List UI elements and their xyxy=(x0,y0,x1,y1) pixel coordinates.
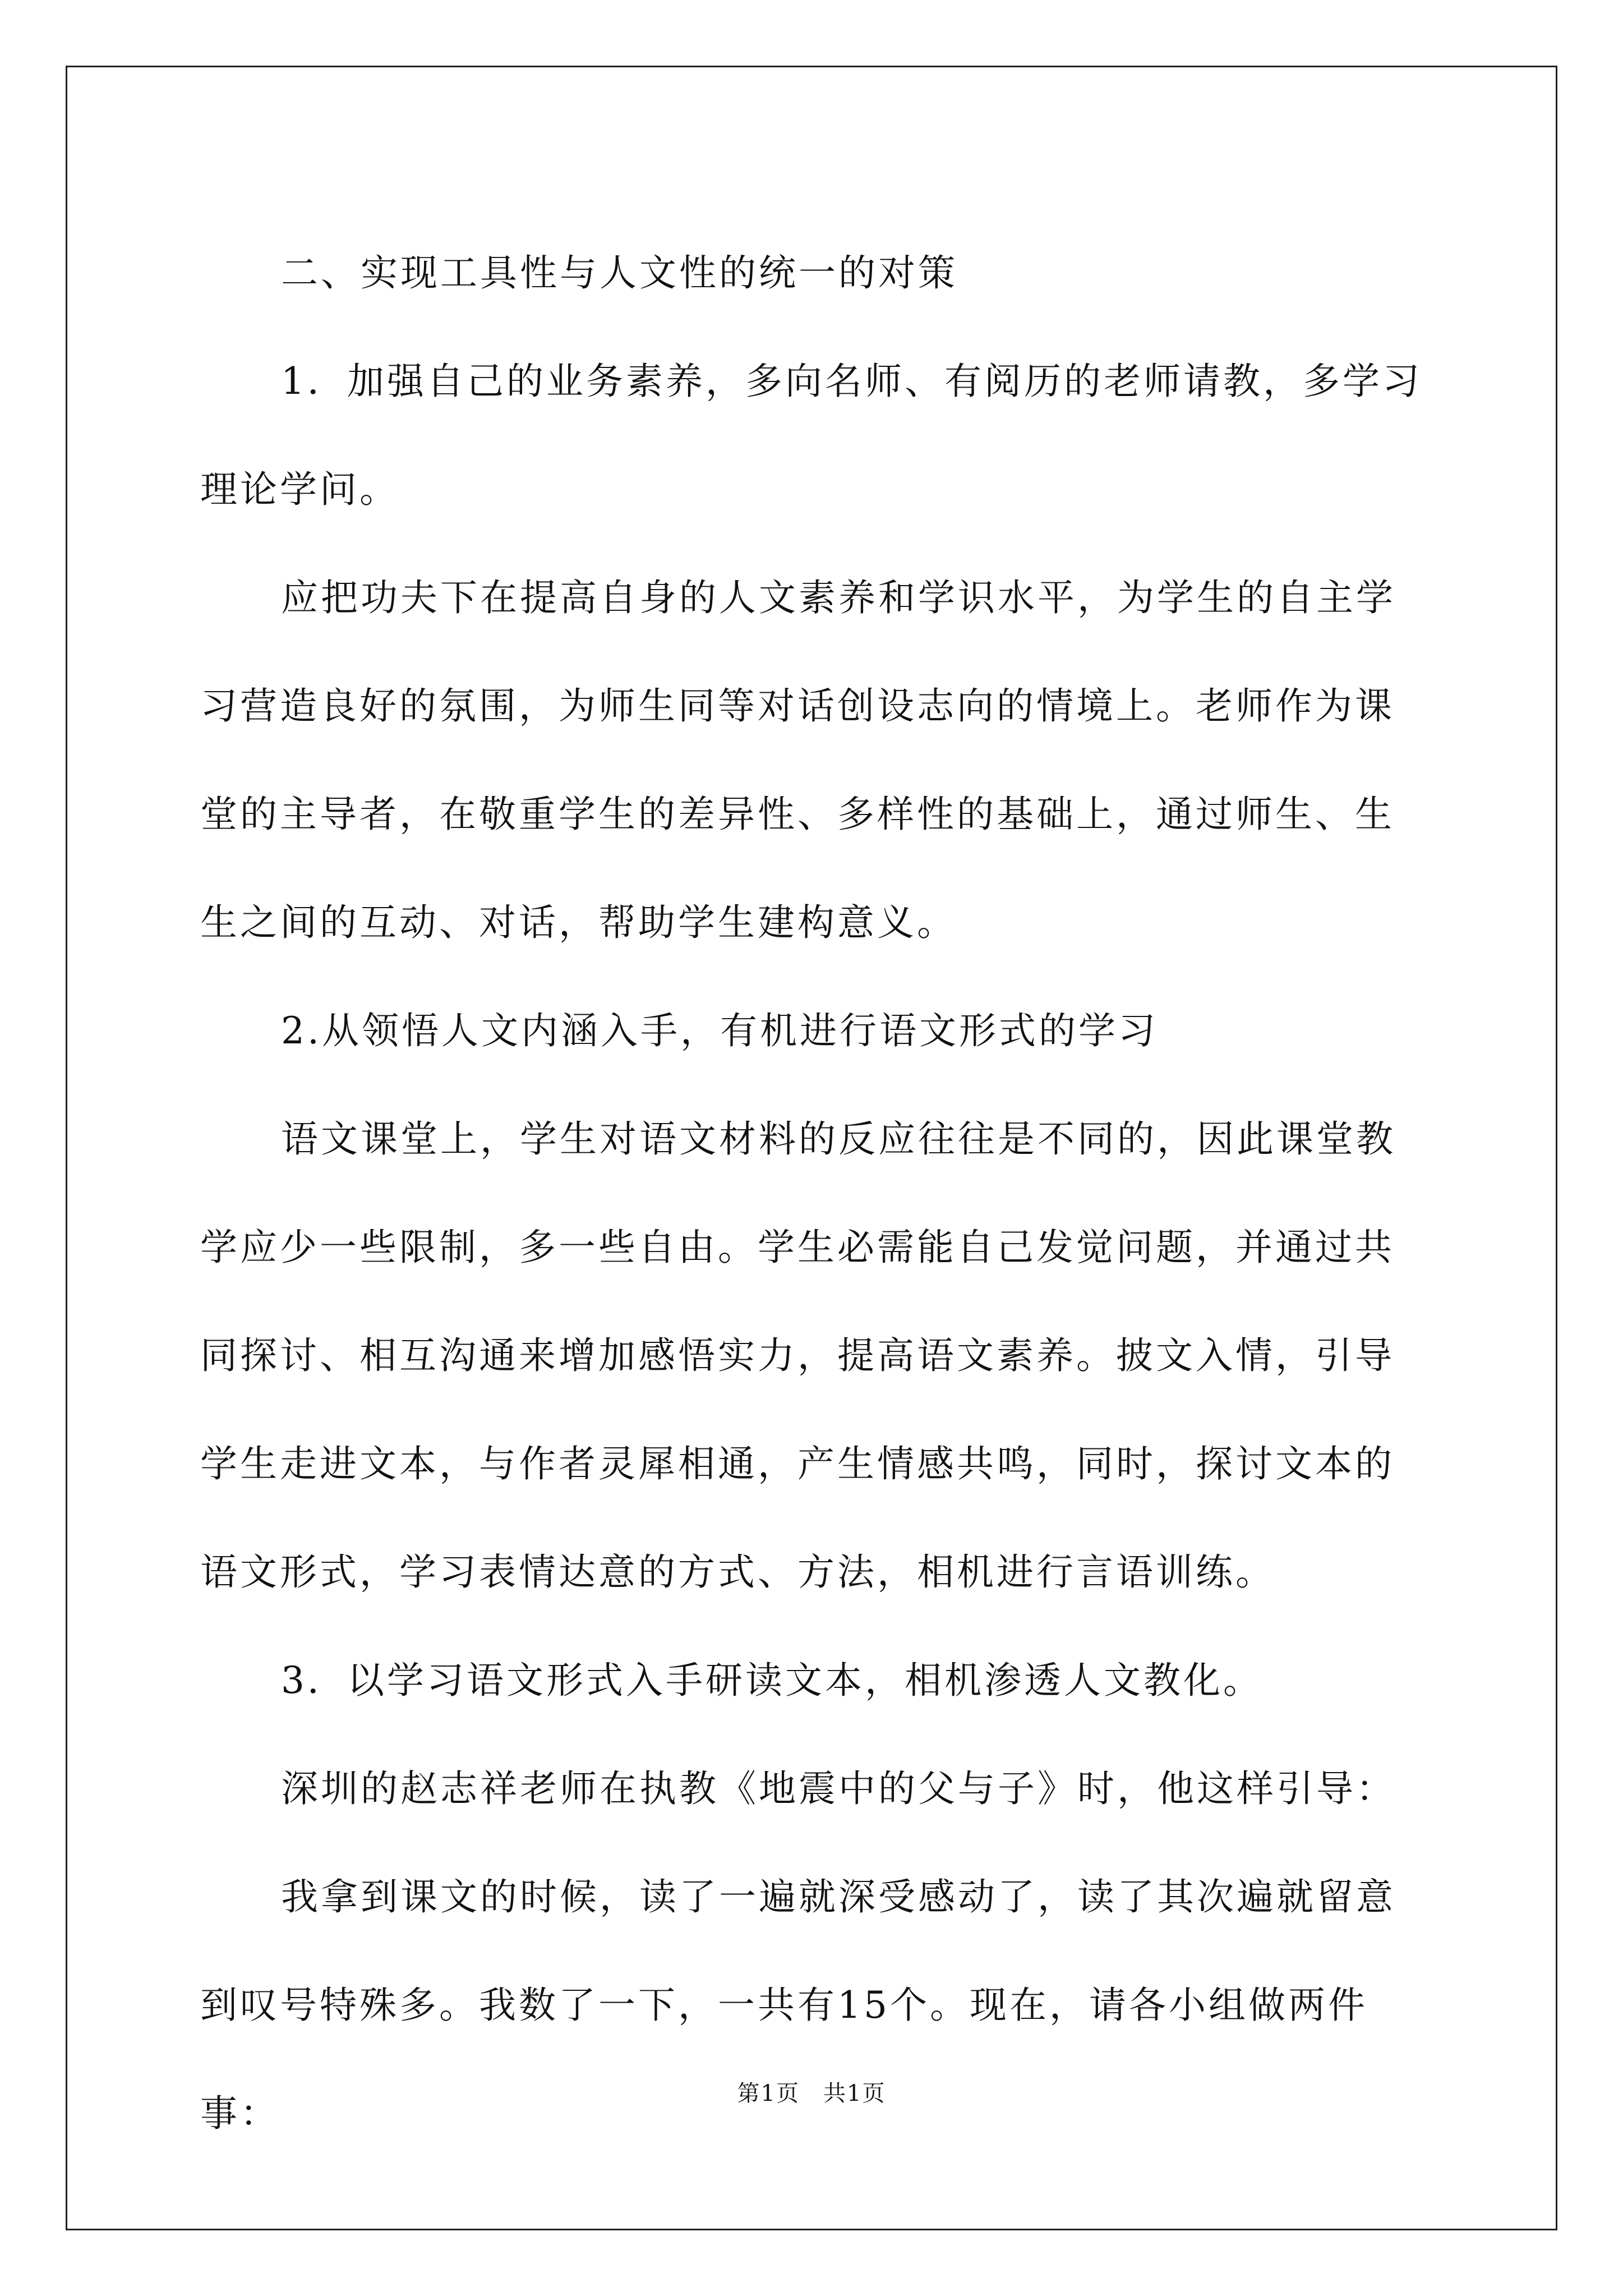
section-heading: 二、实现工具性与人文性的统一的对策 xyxy=(281,251,958,295)
paragraph-point-1: 1．加强自己的业务素养，多向名师、有阅历的老师请教，多学习理论学问。 xyxy=(200,360,1422,511)
paragraph-classroom: 语文课堂上，学生对语文材料的反应往往是不同的，因此课堂教学应少一些限制，多一些自由。学生必需能自己发觉问题，并通过共同探讨、相互沟通来增加感悟实力，提高语文素养。披文入情，引导学生走进文本，与作者灵犀相通，产生情感共鸣，同时，探讨文本的语文形式，学习表情达意的方式、方法，相机进行言语训练。 xyxy=(200,1117,1396,1594)
paragraph-point-2: 2.从领悟人文内涵入手，有机进行语文形式的学习 xyxy=(281,1009,1158,1052)
paragraph-example-intro: 深圳的赵志祥老师在执教《地震中的父与子》时，他这样引导： xyxy=(281,1767,1396,1810)
paragraph-example-quote: 我拿到课文的时候，读了一遍就深受感动了，读了其次遍就留意到叹号特殊多。我数了一下，一共有15个。现在，请各小组做两件事： xyxy=(200,1875,1396,2135)
document-body xyxy=(200,219,1423,2168)
paragraph-humanities-literacy: 应把功夫下在提高自身的人文素养和学识水平，为学生的自主学习营造良好的氛围，为师生同等对话创设志向的情境上。老师作为课堂的主导者，在敬重学生的差异性、多样性的基础上，通过师生、生生之间的互动、对话，帮助学生建构意义。 xyxy=(200,576,1396,944)
page-footer: 第1页 共1页 xyxy=(737,2081,886,2106)
paragraph-point-3: 3．以学习语文形式入手研读文本，相机渗透人文教化。 xyxy=(281,1659,1263,1702)
